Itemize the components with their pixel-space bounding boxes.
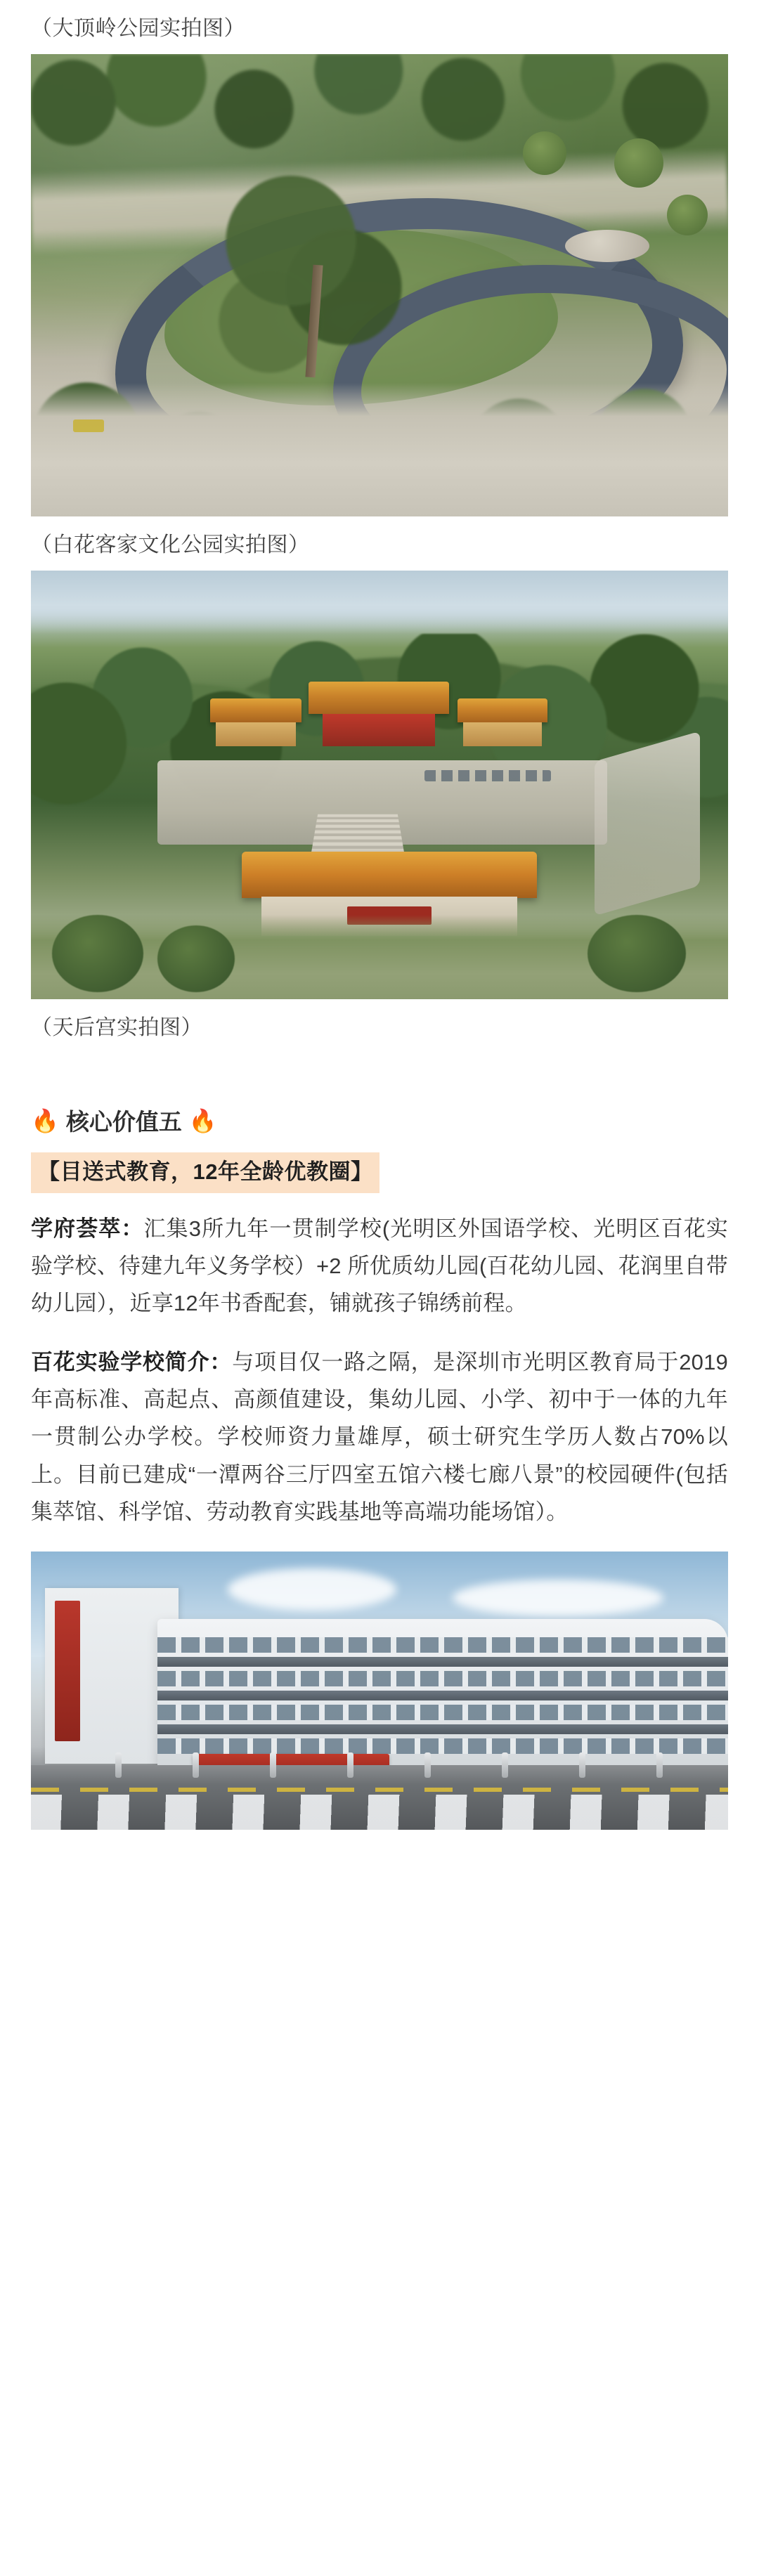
- cloud: [228, 1568, 396, 1611]
- image-baihua-school: [31, 1552, 728, 1830]
- foreground-tree: [157, 925, 235, 992]
- temple-lower-roof: [242, 852, 537, 898]
- paragraph-baihua-text: 与项目仅一路之隔，是深圳市光明区教育局于2019年高标准、高起点、高颜值建设，集幼儿园、小学、初中于一体的九年一贯制公办学校。学校师资力量雄厚，硕士研究生学历人数占70%以上。目前已建成“一潭两谷三厅四室五馆六楼七廊八景”的校园硬件(包括集萃馆、科学馆、劳动教育实践基地等高端功能场馆）。: [31, 1349, 728, 1525]
- fire-icon: 🔥: [31, 1107, 59, 1133]
- temple-red-wall: [323, 714, 435, 746]
- temple-upper-hall-group: [210, 675, 547, 759]
- school-floor-band: [157, 1724, 728, 1734]
- core-value-heading-text: 核心价值五: [65, 1109, 182, 1135]
- caption-park: （大顶岭公园实拍图）: [31, 17, 245, 40]
- park-shrub: [523, 131, 566, 175]
- image-park-aerial: [31, 54, 728, 516]
- paragraph-schools-label: 学府荟萃：: [31, 1216, 144, 1241]
- school-vertical-banner: [55, 1601, 80, 1741]
- caption-tianhou-palace: （天后宫实拍图）: [31, 1016, 202, 1039]
- bollard: [347, 1752, 353, 1778]
- school-floor-band: [157, 1691, 728, 1700]
- foreground-tree: [52, 915, 143, 992]
- temple-roof: [458, 698, 547, 722]
- park-marker: [73, 419, 104, 432]
- park-foreground-path: [31, 383, 728, 516]
- park-shrub: [614, 138, 663, 188]
- bollard: [656, 1752, 663, 1778]
- bollard: [270, 1752, 276, 1778]
- bollard: [424, 1752, 431, 1778]
- paragraph-schools: [0, 1210, 759, 1322]
- school-window-row: [157, 1671, 728, 1686]
- school-window-row: [157, 1637, 728, 1653]
- road-yellow-line: [31, 1788, 728, 1792]
- image-hakka-cultural-park: [31, 571, 728, 999]
- figure-school: [31, 1552, 728, 1830]
- school-window-row: [157, 1738, 728, 1754]
- foreground-tree: [588, 915, 686, 992]
- bollard: [502, 1752, 508, 1778]
- bollard: [115, 1752, 122, 1778]
- temple-side-path: [595, 731, 700, 916]
- paragraph-baihua-school: [0, 1344, 759, 1531]
- school-floor-band: [157, 1657, 728, 1667]
- bollard: [579, 1752, 585, 1778]
- temple-wall: [463, 722, 542, 746]
- bollard: [193, 1752, 199, 1778]
- crosswalk: [31, 1795, 728, 1830]
- caption-hakka-park: （白花客家文化公园实拍图）: [31, 533, 310, 557]
- highlight-banner: 【目送式教育，12年全龄优教圈】: [31, 1152, 379, 1193]
- fire-icon: 🔥: [188, 1107, 217, 1133]
- cloud: [453, 1580, 663, 1616]
- article-page: [0, 13, 759, 1830]
- temple-roof-main: [309, 682, 449, 714]
- section-spacer: [0, 1053, 759, 1097]
- school-main-building: [157, 1619, 728, 1770]
- temple-wall: [216, 722, 296, 746]
- school-window-row: [157, 1705, 728, 1720]
- park-stone: [565, 230, 649, 262]
- figure-hakka-park: [31, 571, 728, 999]
- figure-park: [31, 54, 728, 516]
- paragraph-schools-text: 汇集3所九年一贯制学校(光明区外国语学校、光明区百花实验学校、待建九年义务学校）+2 所优质幼儿园(百花幼儿园、花润里自带幼儿园），近享12年书香配套，铺就孩子锦绣前程。: [31, 1216, 729, 1316]
- park-shrub: [667, 195, 708, 235]
- paragraph-baihua-label: 百花实验学校简介：: [31, 1349, 233, 1374]
- temple-parked-cars: [424, 770, 551, 781]
- core-value-heading: [0, 1104, 759, 1137]
- temple-roof: [210, 698, 301, 722]
